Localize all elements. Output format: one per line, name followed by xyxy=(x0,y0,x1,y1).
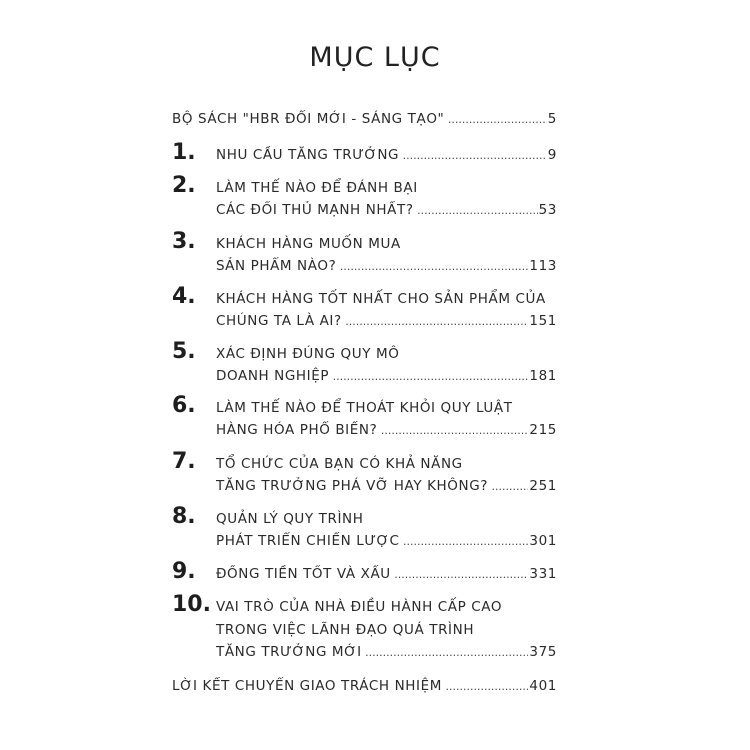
chapter-number: 8. xyxy=(172,504,196,529)
toc-page-number: 5 xyxy=(547,111,557,127)
toc-entry-label: SẢN PHẨM NÀO? ..... xyxy=(216,257,528,276)
toc-entry-intro[interactable] xyxy=(172,110,557,129)
toc-entry-chapter-2[interactable] xyxy=(216,201,557,220)
toc-entry-chapter-10[interactable] xyxy=(216,643,557,662)
toc-entry-label: LỜI KẾT CHUYỂN GIAO TRÁCH NHIỆM ..... xyxy=(172,677,528,696)
toc-entry-label: HÀNG HÓA PHỔ BIẾN? ..... xyxy=(216,421,528,440)
toc-page-number: 375 xyxy=(529,644,557,660)
toc-entry-label: TĂNG TRƯỞNG PHÁ VỠ HAY KHÔNG? ..... xyxy=(216,477,528,496)
toc-page-number: 331 xyxy=(529,566,557,582)
toc-entry-line: KHÁCH HÀNG TỐT NHẤT CHO SẢN PHẨM CỦA xyxy=(216,291,546,307)
page-title: MỤC LỤC xyxy=(309,42,441,73)
chapter-number: 2. xyxy=(172,173,196,198)
toc-entry-label: PHÁT TRIỂN CHIẾN LƯỢC ..... xyxy=(216,532,528,551)
toc-entry-epilogue[interactable] xyxy=(172,677,557,696)
toc-entry-line: LÀM THẾ NÀO ĐỂ THOÁT KHỎI QUY LUẬT xyxy=(216,400,513,416)
toc-entry-chapter-8[interactable] xyxy=(216,532,557,551)
toc-entry-chapter-6[interactable] xyxy=(216,421,557,440)
toc-entry-label: CÁC ĐỐI THỦ MẠNH NHẤT? ..... xyxy=(216,201,538,220)
chapter-number: 4. xyxy=(172,284,196,309)
toc-page-number: 301 xyxy=(529,533,557,549)
toc-page-number: 181 xyxy=(529,368,557,384)
toc-entry-line: QUẢN LÝ QUY TRÌNH xyxy=(216,511,364,527)
toc-page-number: 215 xyxy=(529,422,557,438)
toc-page-number: 113 xyxy=(529,258,557,274)
chapter-number: 3. xyxy=(172,229,196,254)
toc-page-number: 151 xyxy=(529,313,557,329)
toc-entry-chapter-1[interactable] xyxy=(216,146,557,165)
toc-entry-line: TRONG VIỆC LÃNH ĐẠO QUÁ TRÌNH xyxy=(216,622,475,638)
toc-entry-label: NHU CẦU TĂNG TRƯỞNG ..... xyxy=(216,146,547,165)
toc-entry-label: CHÚNG TA LÀ AI? ..... xyxy=(216,312,528,331)
toc-entry-label: TĂNG TRƯỞNG MỚI ..... xyxy=(216,643,528,662)
chapter-number: 9. xyxy=(172,559,196,584)
toc-entry-chapter-5[interactable] xyxy=(216,367,557,386)
chapter-number: 10. xyxy=(172,592,211,617)
toc-entry-chapter-7[interactable] xyxy=(216,477,557,496)
toc-page-number: 9 xyxy=(547,147,557,163)
toc-page-number: 53 xyxy=(538,202,557,218)
toc-entry-line: VAI TRÒ CỦA NHÀ ĐIỀU HÀNH CẤP CAO xyxy=(216,599,503,615)
toc-entry-chapter-9[interactable] xyxy=(216,565,557,584)
toc-entry-line: KHÁCH HÀNG MUỐN MUA xyxy=(216,236,401,252)
toc-entry-line: TỔ CHỨC CỦA BẠN CÓ KHẢ NĂNG xyxy=(216,456,463,472)
toc-page-number: 251 xyxy=(529,478,557,494)
chapter-number: 5. xyxy=(172,339,196,364)
chapter-number: 1. xyxy=(172,140,196,165)
toc-entry-chapter-3[interactable] xyxy=(216,257,557,276)
toc-entry-chapter-4[interactable] xyxy=(216,312,557,331)
toc-entry-label: BỘ SÁCH "HBR ĐỔI MỚI - SÁNG TẠO" ..... xyxy=(172,110,547,129)
toc-entry-label: DOANH NGHIỆP ..... xyxy=(216,367,528,386)
toc-entry-line: LÀM THẾ NÀO ĐỂ ĐÁNH BẠI xyxy=(216,180,418,196)
chapter-number: 6. xyxy=(172,393,196,418)
toc-page-number: 401 xyxy=(529,678,557,694)
chapter-number: 7. xyxy=(172,449,196,474)
toc-entry-line: XÁC ĐỊNH ĐÚNG QUY MÔ xyxy=(216,346,400,362)
toc-entry-label: ĐỒNG TIỀN TỐT VÀ XẤU ..... xyxy=(216,565,528,584)
